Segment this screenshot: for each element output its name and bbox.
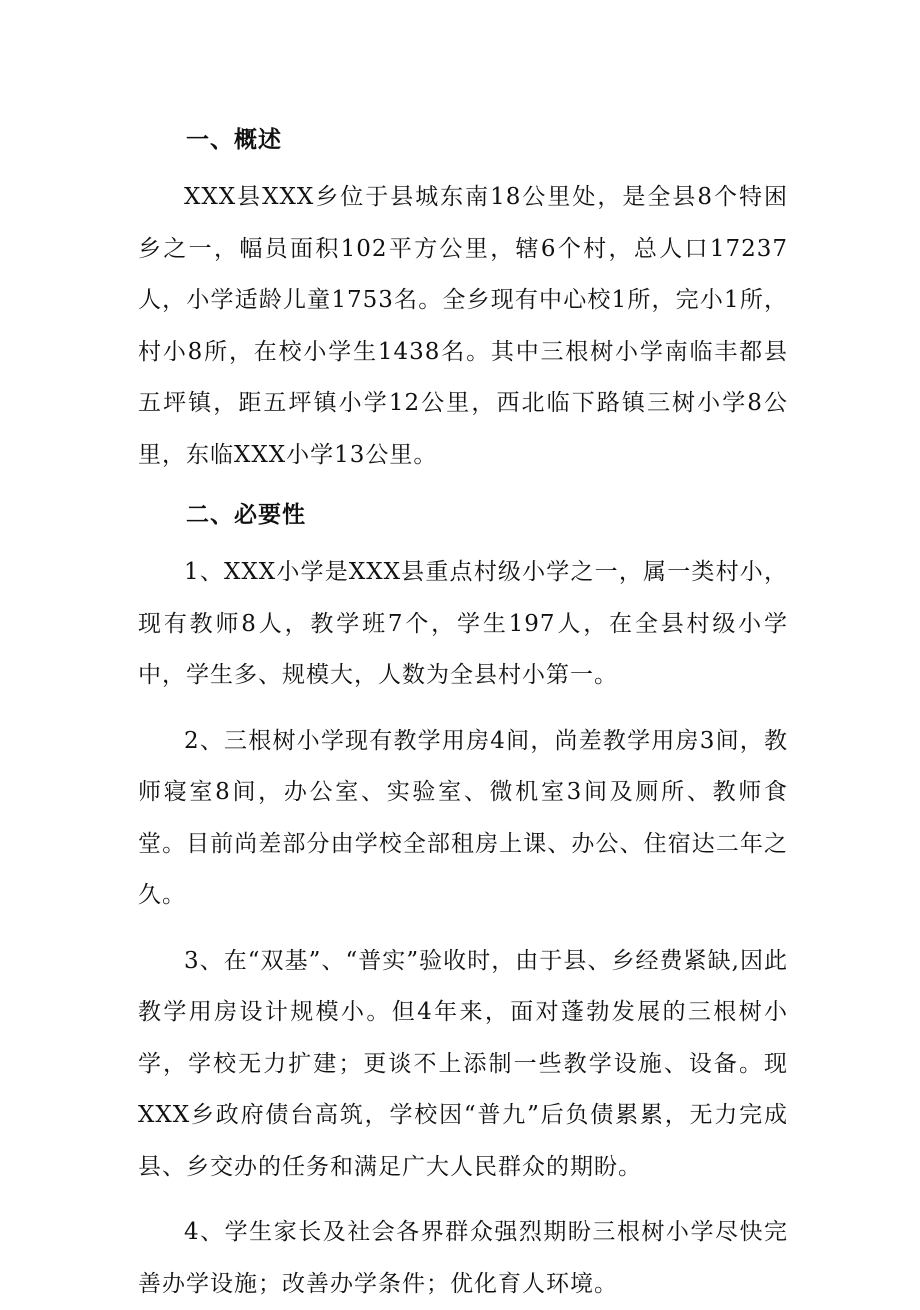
paragraph-necessity-3: 3、在“双基”、“普实”验收时，由于县、乡经费紧缺,因此教学用房设计规模小。但4年来，面对蓬勃发展的三根树小学，学校无力扩建；更谈不上添制一些教学设施、设备。现XXX乡政府债台高筑，学校因“普九”后负债累累，无力完成县、乡交办的任务和满足广大人民群众的期盼。 <box>138 947 788 1180</box>
paragraph-necessity-4: 4、学生家长及社会各界群众强烈期盼三根树小学尽快完善办学设施；改善办学条件；优化育人环境。 <box>138 1219 788 1297</box>
section-overview <box>138 120 788 481</box>
section-necessity <box>138 495 788 1310</box>
section-heading-necessity: 二、必要性 <box>186 501 306 528</box>
paragraph-necessity-2: 2、三根树小学现有教学用房4间，尚差教学用房3间，教师寝室8间，办公室、实验室、微机室3间及厕所、教师食堂。目前尚差部分由学校全部租房上课、办公、住宿达二年之久。 <box>138 727 788 908</box>
paragraph-overview: XXX县XXX乡位于县城东南18公里处，是全县8个特困乡之一，幅员面积102平方公里，辖6个村，总人口17237人，小学适龄儿童1753名。全乡现有中心校1所，完小1所，村小8所，在校小学生1438名。其中三根树小学南临丰都县五坪镇，距五坪镇小学12公里，西北临下路镇三树小学8公里，东临XXX小学13公里。 <box>138 184 788 468</box>
section-heading-overview: 一、概述 <box>186 126 282 153</box>
paragraph-necessity-1: 1、XXX小学是XXX县重点村级小学之一，属一类村小，现有教师8人，教学班7个，学生197人，在全县村级小学中，学生多、规模大，人数为全县村小第一。 <box>138 559 788 688</box>
